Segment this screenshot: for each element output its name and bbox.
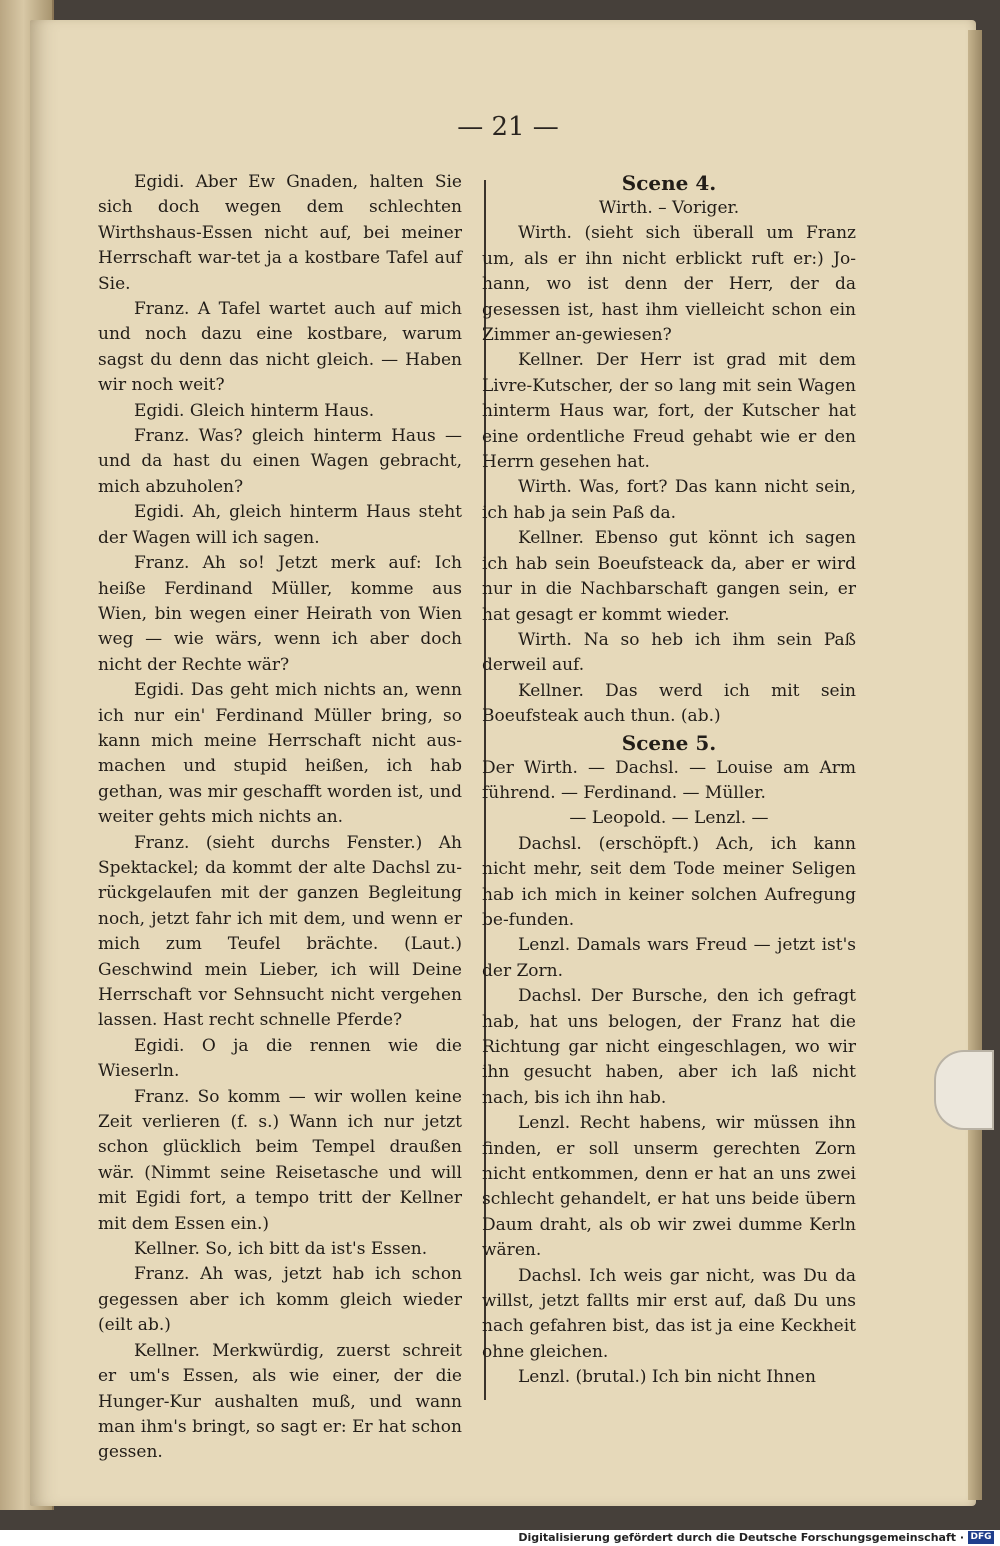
dialogue-line: Dachsl. (erschöpft.) Ach, ich kann nicht mehr, seit dem Tode meiner Seligen hab ich mich in keiner solchen Aufregung be-funden. [482, 833, 856, 930]
left-column [98, 170, 462, 1466]
dialogue-line: Lenzl. (brutal.) Ich bin nicht Ihnen [518, 1367, 816, 1388]
page-tab-marker [934, 1050, 994, 1130]
dialogue-line: Kellner. Merkwürdig, zuerst schreit er um's Essen, als wie einer, der die Hunger-Kur aushalten muß, und wann man ihm's bringt, so sagt er: Er hat schon gessen. [98, 1340, 462, 1463]
dfg-logo-icon: DFG [968, 1531, 994, 1544]
dialogue-line: Egidi. Das geht mich nichts an, wenn ich nur ein' Ferdinand Müller bring, so kann mich meine Herrschaft nicht aus-machen und stupid heißen, ich hab gethan, was mir geschafft worden ist, und weiter gehts mich nichts an. [98, 680, 462, 828]
dialogue-line: Wirth. (sieht sich überall um Franz um, als er ihn nicht erblickt ruft er:) Jo-hann, wo ist denn der Herr, der da gesessen ist, hast ihm vielleicht schon ein Zimmer an-gewiesen? [482, 223, 856, 346]
book-page [30, 20, 976, 1506]
dialogue-line: Dachsl. Der Bursche, den ich gefragt hab, hat uns belogen, der Franz hat die Richtung gar nicht eingeschlagen, wo wir ihn gesucht haben, aber ich laß nicht nach, bis ich ihn hab. [482, 986, 856, 1108]
dialogue-line: Wirth. Na so heb ich ihm sein Paß derweil auf. [482, 629, 856, 676]
dialogue-line: Franz. So komm — wir wollen keine Zeit verlieren (f. s.) Wann ich nur jetzt schon glücklich beim Tempel draußen wär. (Nimmt seine Reisetasche und will mit Egidi fort, a tempo tritt der Kellner mit dem Essen ein.) [98, 1086, 462, 1234]
dialogue-line: Lenzl. Damals wars Freud — jetzt ist's der Zorn. [482, 935, 856, 981]
dialogue-line: Kellner. Ebenso gut könnt ich sagen ich hab sein Boeufsteack da, aber er wird nur in die Nachbarschaft gangen sein, er hat gesagt er kommt wieder. [482, 528, 856, 625]
dialogue-line: Franz. Ah so! Jetzt merk auf: Ich heiße Ferdinand Müller, komme aus Wien, bin wegen einer Heirath von Wien weg — wie wärs, wenn ich aber doch nicht der Rechte wär? [98, 553, 462, 675]
right-column [482, 170, 856, 1391]
dialogue-line: Franz. (sieht durchs Fenster.) Ah Spektackel; da kommt der alte Dachsl zu-rückgelaufen mit der ganzen Begleitung noch, jetzt fahr ich mit dem, und wenn er mich zum Teufel brächte. (Laut.) Geschwind mein Lieber, ich will Deine Herrschaft vor Sehnsucht nicht vergehen lassen. Hast recht schnelle Pferde? [98, 832, 462, 1031]
dialogue-line: Egidi. Ah, gleich hinterm Haus steht der Wagen will ich sagen. [98, 502, 462, 548]
dialogue-line: Franz. Ah was, jetzt hab ich schon gegessen aber ich komm gleich wieder (eilt ab.) [98, 1264, 462, 1336]
scene-5-cast: Der Wirth. — Dachsl. — Louise am Arm führend. — Ferdinand. — Müller. [482, 757, 856, 803]
scene-5-heading: Scene 5. [621, 730, 717, 755]
dialogue-line: Kellner. Das werd ich mit sein Boeufsteak auch thun. (ab.) [482, 680, 856, 727]
dialogue-line: Lenzl. Recht habens, wir müssen ihn finden, er soll unserm gerechten Zorn nicht entkommen, denn er hat an uns zwei schlecht gehandelt, er hat uns beide übern Daum draht, als ob wir zwei dumme Kerln wären. [482, 1113, 856, 1261]
scene-4-cast: Wirth. – Voriger. [598, 198, 740, 218]
dialogue-line: Franz. A Tafel wartet auch auf mich und noch dazu eine kostbare, warum sagst du denn das nicht gleich. — Haben wir noch weit? [98, 299, 462, 396]
dialogue-line: Dachsl. Ich weis gar nicht, was Du da willst, jetzt fallts mir erst auf, daß Du uns nach gefahren bist, das ist ja eine Keckheit ohne gleichen. [482, 1265, 856, 1362]
dialogue-line: Wirth. Was, fort? Das kann nicht sein, ich hab ja sein Paß da. [482, 477, 856, 523]
scene-5-cast-continued: — Leopold. — Lenzl. — [569, 808, 769, 829]
dialogue-line: Kellner. So, ich bitt da ist's Essen. [134, 1239, 428, 1260]
dialogue-line: Franz. Was? gleich hinterm Haus — und da hast du einen Wagen gebracht, mich abzuholen? [98, 426, 462, 497]
scene-4-heading: Scene 4. [621, 171, 717, 195]
dialogue-line: Egidi. O ja die rennen wie die Wieserln. [98, 1035, 462, 1082]
dialogue-line: Egidi. Gleich hinterm Haus. [134, 400, 375, 421]
dialogue-line: Egidi. Aber Ew Gnaden, halten Sie sich doch wegen dem schlechten Wirthshaus-Essen nicht auf, bei meiner Herrschaft war-tet ja a kostbare Tafel auf Sie. [98, 172, 462, 294]
page-number: — 21 — [457, 112, 559, 142]
dialogue-line: Kellner. Der Herr ist grad mit dem Livre-Kutscher, der so lang mit sein Wagen hinterm Haus war, fort, der Kutscher hat eine ordentliche Freud gehabt wie er den Herrn gesehen hat. [482, 350, 856, 473]
page-stack-edge [968, 30, 982, 1500]
footer-credit: Digitalisierung gefördert durch die Deutsche Forschungsgemeinschaft · [518, 1531, 964, 1544]
